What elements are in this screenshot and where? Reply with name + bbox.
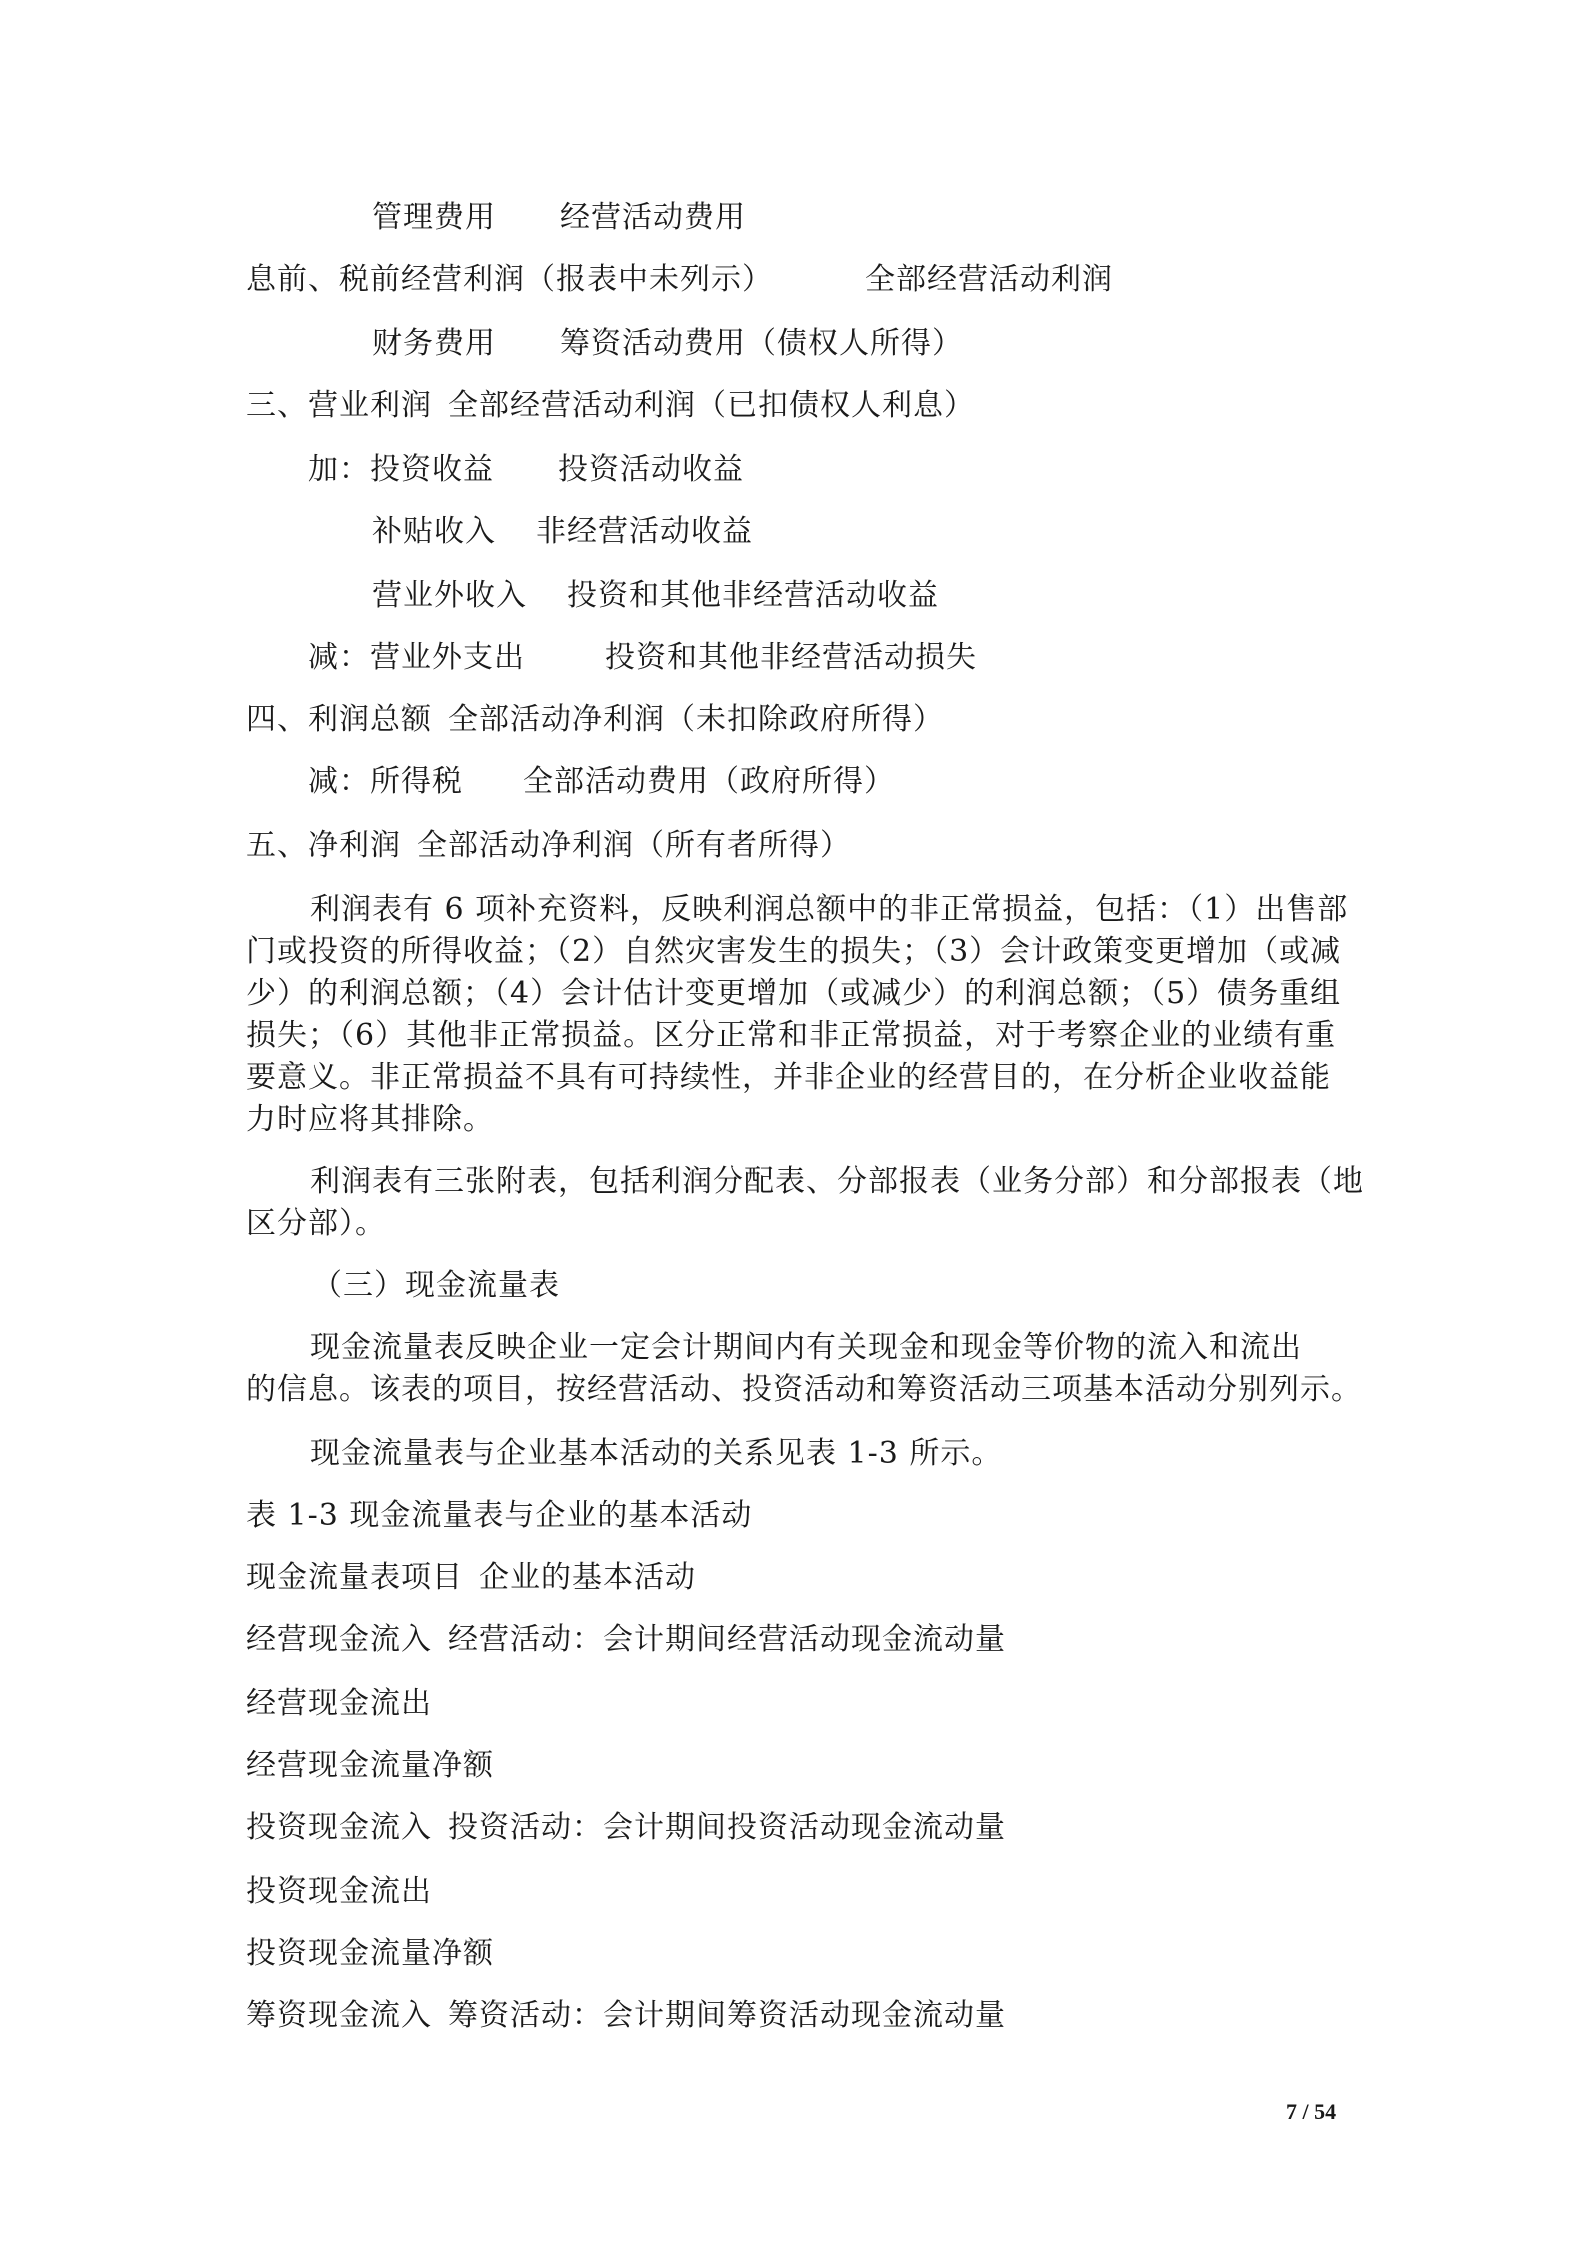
paragraph-line: 要意义。非正常损益不具有可持续性，并非企业的经营目的，在分析企业收益能 xyxy=(246,1060,1331,1095)
table-cell-item: 经营现金流出 xyxy=(246,1686,432,1721)
income-line xyxy=(372,576,939,616)
paragraph-line: 门或投资的所得收益；（2）自然灾害发生的损失；（3）会计政策变更增加（或减 xyxy=(246,934,1342,969)
table-row xyxy=(246,1808,1006,1848)
paragraph-line: 的信息。该表的项目，按经营活动、投资活动和筹资活动三项基本活动分别列示。 xyxy=(246,1372,1362,1407)
paragraph-line: 区分部）。 xyxy=(246,1206,386,1241)
income-line xyxy=(246,826,851,866)
income-line xyxy=(308,450,744,490)
table-title: 表 1-3 现金流量表与企业的基本活动 xyxy=(246,1498,753,1533)
table-header-activity: 企业的基本活动 xyxy=(479,1560,696,1595)
income-item-label: 营业外收入 xyxy=(372,578,527,613)
income-item-label: 管理费用 xyxy=(372,200,496,235)
income-item-meaning: 全部活动净利润（未扣除政府所得） xyxy=(448,702,944,737)
table-row xyxy=(246,1746,494,1786)
income-item-label: 减：所得税 xyxy=(308,764,463,799)
income-item-meaning: 经营活动费用 xyxy=(560,200,746,235)
table-header xyxy=(246,1558,696,1598)
table-cell-item: 经营现金流入 xyxy=(246,1622,432,1657)
paragraph-line: 利润表有三张附表，包括利润分配表、分部报表（业务分部）和分部报表（地 xyxy=(310,1164,1364,1199)
income-line xyxy=(372,512,753,552)
income-line xyxy=(308,638,977,678)
income-item-label: 财务费用 xyxy=(372,326,496,361)
table-row xyxy=(246,1996,1006,2036)
table-row xyxy=(246,1620,1006,1660)
table-row xyxy=(246,1934,494,1974)
table-cell-item: 投资现金流出 xyxy=(246,1874,432,1909)
income-item-meaning: 全部经营活动利润（已扣债权人利息） xyxy=(448,388,975,423)
income-line xyxy=(308,762,895,802)
income-item-meaning: 筹资活动费用（债权人所得） xyxy=(560,326,963,361)
income-item-meaning: 全部经营活动利润 xyxy=(865,262,1113,297)
paragraph-line: 现金流量表反映企业一定会计期间内有关现金和现金等价物的流入和流出 xyxy=(310,1330,1302,1365)
income-item-label: 四、利润总额 xyxy=(246,702,432,737)
table-row xyxy=(246,1684,432,1724)
paragraph-line: 少）的利润总额；（4）会计估计变更增加（或减少）的利润总额；（5）债务重组 xyxy=(246,976,1342,1011)
table-cell-item: 经营现金流量净额 xyxy=(246,1748,494,1783)
income-line xyxy=(246,386,975,426)
income-item-meaning: 投资和其他非经营活动收益 xyxy=(567,578,939,613)
page-number: 7 / 54 xyxy=(1286,2099,1337,2124)
income-item-meaning: 全部活动净利润（所有者所得） xyxy=(417,828,851,863)
table-cell-item: 筹资现金流入 xyxy=(246,1998,432,2033)
table-cell-item: 投资现金流量净额 xyxy=(246,1936,494,1971)
table-cell-activity: 投资活动：会计期间投资活动现金流动量 xyxy=(448,1810,1006,1845)
table-header-item: 现金流量表项目 xyxy=(246,1560,463,1595)
paragraph-line: 利润表有 6 项补充资料，反映利润总额中的非正常损益，包括：（1）出售部 xyxy=(310,892,1349,927)
income-item-label: 加：投资收益 xyxy=(308,452,494,487)
income-line xyxy=(246,260,1113,300)
income-item-label: 三、营业利润 xyxy=(246,388,432,423)
income-item-meaning: 非经营活动收益 xyxy=(536,514,753,549)
income-item-label: 息前、税前经营利润（报表中未列示） xyxy=(246,262,773,297)
income-line xyxy=(372,324,963,364)
income-item-meaning: 投资和其他非经营活动损失 xyxy=(605,640,977,675)
paragraph-line: 损失；（6）其他非正常损益。区分正常和非正常损益，对于考察企业的业绩有重 xyxy=(246,1018,1337,1053)
income-line xyxy=(246,700,944,740)
income-item-meaning: 投资活动收益 xyxy=(558,452,744,487)
income-item-label: 五、净利润 xyxy=(246,828,401,863)
income-item-meaning: 全部活动费用（政府所得） xyxy=(523,764,895,799)
table-cell-item: 投资现金流入 xyxy=(246,1810,432,1845)
income-line xyxy=(372,198,746,238)
income-item-label: 补贴收入 xyxy=(372,514,496,549)
paragraph-line: 现金流量表与企业基本活动的关系见表 1-3 所示。 xyxy=(310,1436,1003,1471)
income-item-label: 减：营业外支出 xyxy=(308,640,525,675)
table-cell-activity: 经营活动：会计期间经营活动现金流动量 xyxy=(448,1622,1006,1657)
table-cell-activity: 筹资活动：会计期间筹资活动现金流动量 xyxy=(448,1998,1006,2033)
section-heading: （三）现金流量表 xyxy=(312,1268,560,1303)
table-row xyxy=(246,1872,432,1912)
paragraph-line: 力时应将其排除。 xyxy=(246,1102,494,1137)
